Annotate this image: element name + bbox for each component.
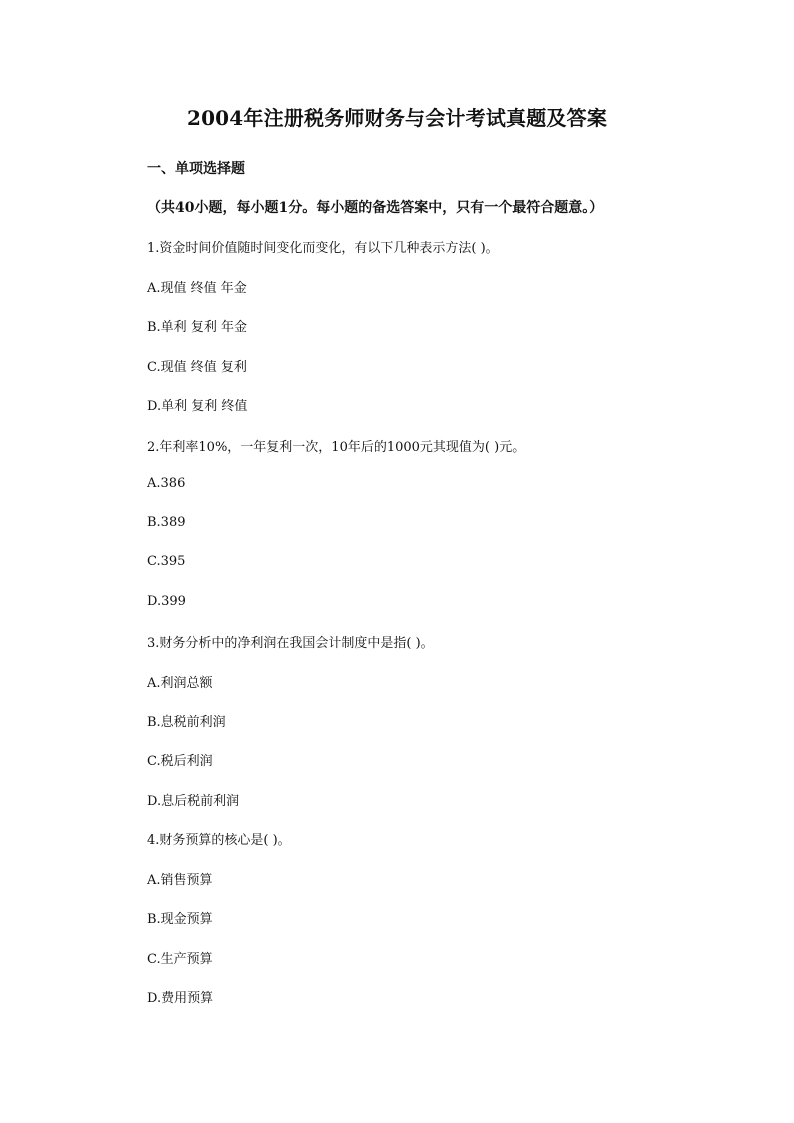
question-3-option-d: D.息后税前利润	[147, 794, 240, 809]
question-stem-3: 3.财务分析中的净利润在我国会计制度中是指( )。	[147, 636, 434, 651]
question-2-option-d: D.399	[147, 594, 186, 609]
question-3-option-a: A.利润总额	[147, 676, 213, 691]
question-1-option-a: A.现值 终值 年金	[147, 281, 247, 296]
document-title: 2004年注册税务师财务与会计考试真题及答案	[186, 106, 608, 130]
question-3-option-c: C.税后利润	[147, 754, 213, 769]
question-1-option-b: B.单利 复利 年金	[147, 320, 247, 335]
question-3-option-b: B.息税前利润	[147, 715, 226, 730]
question-2-option-c: C.395	[147, 554, 186, 569]
question-stem-2: 2.年利率10%，一年复利一次，10年后的1000元其现值为( )元。	[147, 440, 526, 455]
question-4-option-a: A.销售预算	[147, 873, 213, 888]
question-1-option-d: D.单利 复利 终值	[147, 399, 248, 414]
section-instruction: （共40小题，每小题1分。每小题的备选答案中，只有一个最符合题意。）	[147, 200, 604, 216]
question-2-option-a: A.386	[147, 476, 186, 491]
question-2-option-b: B.389	[147, 515, 186, 530]
question-stem-4: 4.财务预算的核心是( )。	[147, 833, 291, 848]
question-stem-1: 1.资金时间价值随时间变化而变化，有以下几种表示方法( )。	[147, 241, 499, 256]
question-4-option-b: B.现金预算	[147, 912, 213, 927]
question-4-option-d: D.费用预算	[147, 991, 214, 1006]
question-4-option-c: C.生产预算	[147, 952, 213, 967]
question-1-option-c: C.现值 终值 复利	[147, 360, 247, 375]
section-heading: 一、单项选择题	[147, 161, 245, 177]
